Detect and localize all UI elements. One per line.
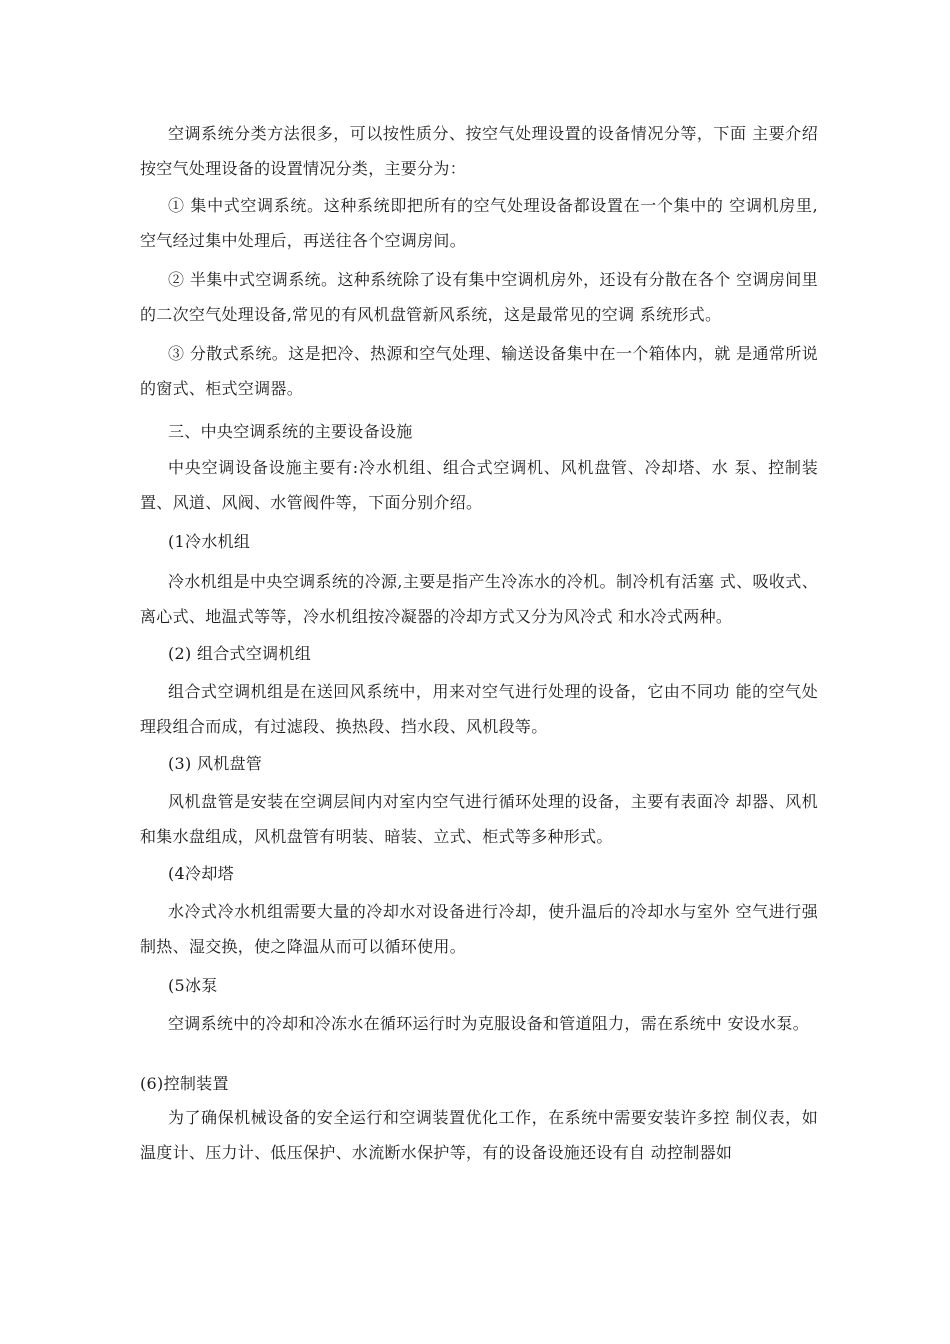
subheading-fan-coil: (3) 风机盘管 [168, 754, 263, 773]
paragraph-chiller: 冷水机组是中央空调系统的冷源,主要是指产生冷冻水的冷机。制冷机有活塞 式、吸收式、离心式、地温式等等，冷水机组按冷凝器的冷却方式又分为风冷式 和水冷式两种。 [140, 572, 818, 626]
subheading-water-pump: (5冰泵 [168, 976, 218, 995]
paragraph-semi-centralized-system: ② 半集中式空调系统。这种系统除了设有集中空调机房外，还设有分散在各个 空调房间里的二次空气处理设备,常见的有风机盘管新风系统，这是最常见的空调 系统形式。 [140, 270, 818, 324]
paragraph-cooling-tower: 水冷式冷水机组需要大量的冷却水对设备进行冷却，使升温后的冷却水与室外 空气进行强制热、湿交换，使之降温从而可以循环使用。 [140, 902, 818, 956]
paragraph-centralized-system: ① 集中式空调系统。这种系统即把所有的空气处理设备都设置在一个集中的 空调机房里,空气经过集中处理后，再送往各个空调房间。 [140, 196, 818, 250]
subheading-control-device: (6)控制装置 [140, 1074, 229, 1093]
paragraph-equipment-overview: 中央空调设备设施主要有:冷水机组、组合式空调机、风机盘管、冷却塔、水 泵、控制装置、风道、风阀、水管阀件等，下面分别介绍。 [140, 458, 818, 512]
subheading-cooling-tower: (4冷却塔 [168, 864, 234, 883]
paragraph-distributed-system: ③ 分散式系统。这是把冷、热源和空气处理、输送设备集中在一个箱体内，就 是通常所说的窗式、柜式空调器。 [140, 344, 818, 398]
subheading-chiller: (1冷水机组 [168, 532, 251, 551]
subheading-air-handling-unit: (2) 组合式空调机组 [168, 644, 312, 663]
paragraph-control-device: 为了确保机械设备的安全运行和空调装置优化工作，在系统中需要安装许多控 制仪表，如温度计、压力计、低压保护、水流断水保护等，有的设备设施还设有自 动控制器如 [140, 1108, 818, 1162]
section-heading-main-equipment: 三、中央空调系统的主要设备设施 [168, 422, 413, 441]
paragraph-air-handling-unit: 组合式空调机组是在送回风系统中，用来对空气进行处理的设备，它由不同功 能的空气处理段组合而成，有过滤段、换热段、挡水段、风机段等。 [140, 682, 818, 736]
paragraph-water-pump: 空调系统中的冷却和冷冻水在循环运行时为克服设备和管道阻力，需在系统中 安设水泵。 [168, 1014, 810, 1033]
paragraph-classification-intro: 空调系统分类方法很多，可以按性质分、按空气处理设置的设备情况分等，下面 主要介绍按空气处理设备的设置情况分类，主要分为： [140, 124, 818, 178]
paragraph-fan-coil: 风机盘管是安装在空调层间内对室内空气进行循环处理的设备，主要有表面冷 却器、风机和集水盘组成，风机盘管有明装、暗装、立式、柜式等多种形式。 [140, 792, 818, 846]
